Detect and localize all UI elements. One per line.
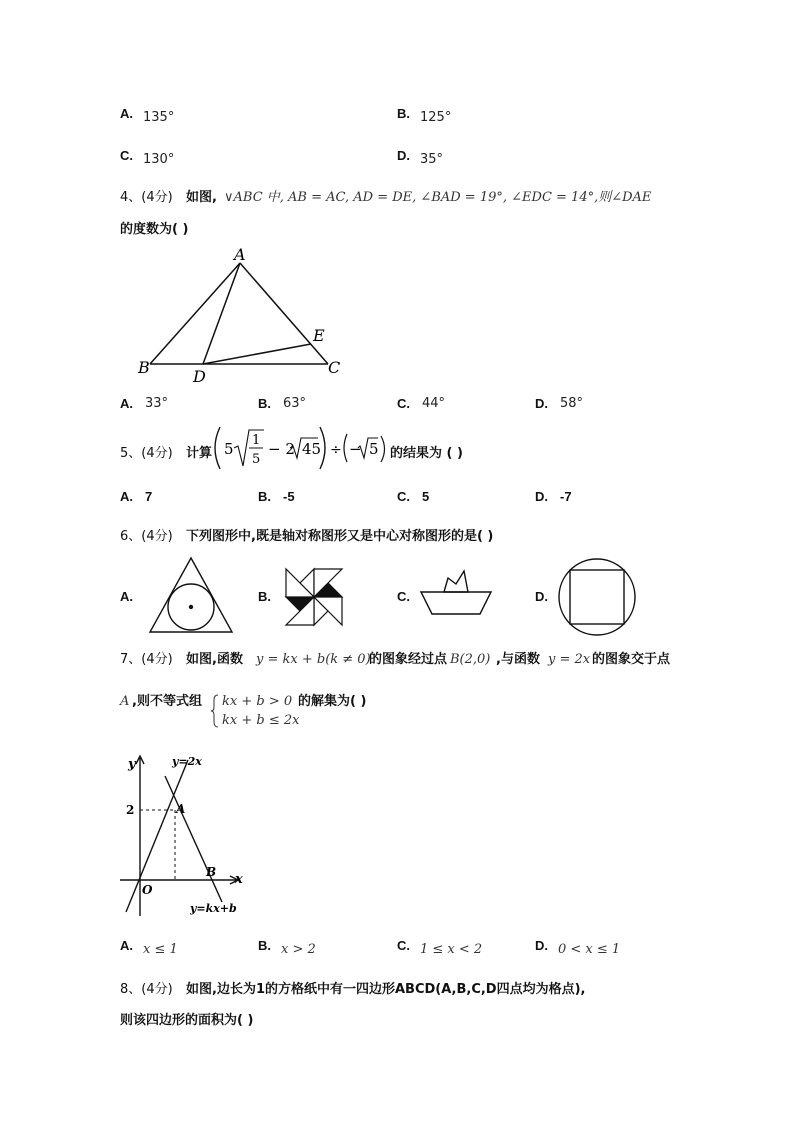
q7-m2: B(2,0) — [450, 652, 491, 667]
q4-math: ∨ABC 中, AB = AC, AD = DE, ∠BAD = 19°, ∠EDC = 14°,则∠DAE — [224, 190, 652, 205]
q4-triangle-figure — [130, 240, 350, 385]
q4-option-c-letter: C. — [397, 396, 410, 411]
q5-radicand-5: 5 — [369, 440, 379, 458]
q6-number: 6、(4分) — [120, 529, 173, 544]
q7-option-c-value: 1 ≤ x < 2 — [420, 942, 483, 957]
q7-tick-2: 2 — [126, 803, 135, 817]
q5-option-b-value: -5 — [283, 489, 295, 504]
q5-prefix: 计算 — [186, 446, 213, 461]
q4-option-d-letter: D. — [535, 396, 548, 411]
pinwheel-icon — [285, 568, 343, 626]
q7-x-axis-label: x — [235, 872, 243, 887]
paper-boat-icon — [420, 570, 492, 616]
q4-label-c: C — [328, 358, 341, 377]
q7-line1-label: y=2x — [172, 755, 202, 768]
q3-option-d-letter: D. — [397, 148, 410, 163]
q7-option-d-letter: D. — [535, 938, 548, 953]
q5-option-c-letter: C. — [397, 489, 410, 504]
q4-option-b-value: 63° — [283, 396, 307, 411]
q7-m3: y = 2x — [548, 652, 591, 667]
q5-option-d-letter: D. — [535, 489, 548, 504]
q5-suffix: 的结果为 ( ) — [390, 446, 463, 461]
q6-option-c-letter: C. — [397, 589, 410, 604]
q7-option-b-letter: B. — [258, 938, 271, 953]
q3-option-d-value: 35° — [420, 152, 444, 167]
q7-t1: 如图,函数 — [186, 652, 243, 667]
q5-option-d-value: -7 — [560, 489, 572, 504]
q4-option-d-value: 58° — [560, 396, 584, 411]
q7-line2-label: y=kx+b — [190, 902, 237, 915]
q4-intro: 如图, — [186, 190, 217, 205]
q7-brace — [211, 694, 219, 728]
q7-t5: ,则不等式组 — [132, 694, 202, 709]
q4-label-b: B — [138, 358, 150, 377]
q6-option-a-letter: A. — [120, 589, 133, 604]
q7-sys2: kx + b ≤ 2x — [222, 713, 300, 728]
triangle-incircle-icon — [148, 556, 234, 634]
q7-point-a-label: A — [176, 802, 186, 816]
q5-frac-num: 1 — [252, 433, 261, 448]
q5-number: 5、(4分) — [120, 446, 173, 461]
q3-option-c-value: 130° — [143, 152, 175, 167]
q3-option-b-value: 125° — [420, 110, 452, 125]
q5-frac-den: 5 — [252, 452, 261, 467]
q7-option-c-letter: C. — [397, 938, 410, 953]
q7-origin-label: O — [142, 883, 153, 897]
q4-label-a: A — [234, 245, 246, 264]
q7-t3: ,与函数 — [496, 652, 540, 667]
q4-line2: 的度数为( ) — [120, 222, 189, 237]
q8-line1: 如图,边长为1的方格纸中有一四边形ABCD(A,B,C,D四点均为格点), — [186, 982, 586, 997]
q5-option-a-value: 7 — [145, 489, 153, 504]
q8-number: 8、(4分) — [120, 982, 173, 997]
q3-option-c-letter: C. — [120, 148, 133, 163]
q4-option-a-letter: A. — [120, 396, 133, 411]
q7-sys1: kx + b > 0 — [222, 694, 293, 709]
q5-option-c-value: 5 — [422, 489, 430, 504]
q5-neg: − — [349, 440, 362, 458]
q5-close-paren — [380, 434, 388, 464]
q3-option-b-letter: B. — [397, 106, 410, 121]
q4-label-d: D — [193, 367, 206, 386]
q6-option-b-letter: B. — [258, 589, 271, 604]
q5-radicand-45: 45 — [302, 440, 322, 458]
q6-text: 下列图形中,既是轴对称图形又是中心对称图形的是( ) — [186, 529, 494, 544]
q7-m4: A — [120, 694, 130, 709]
q7-t2: 的图象经过点 — [369, 652, 448, 667]
q3-option-a-value: 135° — [143, 110, 175, 125]
q5-option-b-letter: B. — [258, 489, 271, 504]
q4-label-e: E — [313, 326, 325, 345]
q5-minus-2: − 2 — [268, 440, 295, 458]
q4-option-b-letter: B. — [258, 396, 271, 411]
q5-option-a-letter: A. — [120, 489, 133, 504]
q8-line2: 则该四边形的面积为( ) — [120, 1013, 254, 1028]
q7-t6: 的解集为( ) — [298, 694, 367, 709]
q7-number: 7、(4分) — [120, 652, 173, 667]
q7-t4: 的图象交于点 — [592, 652, 671, 667]
q3-option-a-letter: A. — [120, 106, 133, 121]
q6-option-d-letter: D. — [535, 589, 548, 604]
circle-square-icon — [558, 558, 636, 636]
q7-point-b-label: B — [206, 865, 217, 879]
q7-option-b-value: x > 2 — [281, 942, 316, 957]
q4-option-a-value: 33° — [145, 396, 169, 411]
q5-expression — [212, 424, 379, 472]
q4-number: 4、(4分) — [120, 190, 173, 205]
q7-m1: y = kx + b(k ≠ 0) — [256, 652, 371, 667]
q7-option-a-letter: A. — [120, 938, 133, 953]
q7-option-d-value: 0 < x ≤ 1 — [558, 942, 621, 957]
q4-option-c-value: 44° — [422, 396, 446, 411]
q7-y-axis-label: y — [128, 757, 136, 772]
q5-coef-5: 5 — [224, 440, 234, 458]
q7-graph — [118, 752, 248, 922]
q5-div: ÷ — [330, 442, 342, 458]
q7-option-a-value: x ≤ 1 — [143, 942, 178, 957]
